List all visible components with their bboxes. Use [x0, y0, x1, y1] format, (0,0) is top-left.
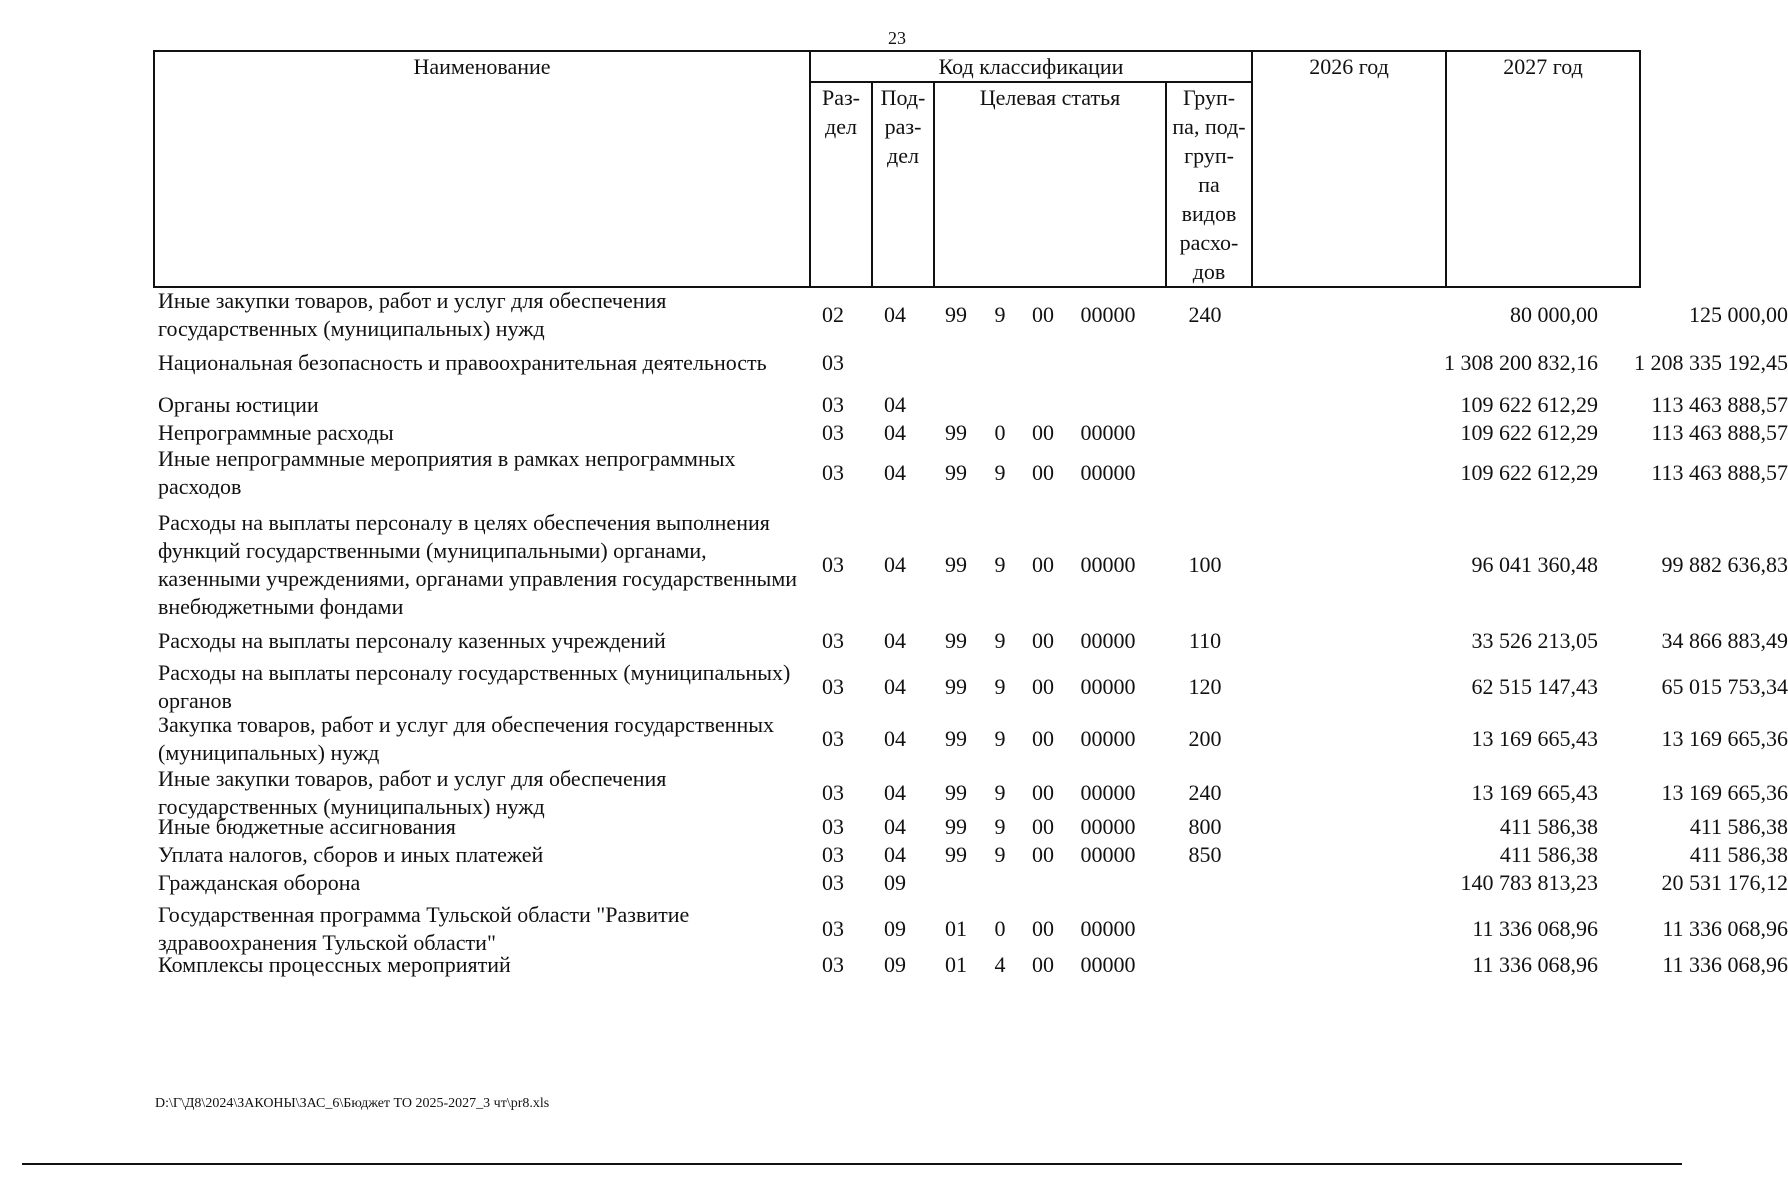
row-group: 110	[1188, 628, 1222, 653]
row-razdel: 03	[822, 420, 844, 445]
row-ts4: 00000	[1080, 726, 1136, 751]
table-row	[153, 813, 1788, 841]
row-ts1: 99	[945, 628, 967, 653]
row-name: Непрограммные расходы	[158, 420, 394, 445]
table-row	[153, 445, 1788, 501]
row-razdel: 03	[822, 726, 844, 751]
table-row	[153, 901, 1788, 957]
row-y2027: 13 169 665,36	[1661, 726, 1788, 751]
table-header	[153, 50, 1641, 288]
row-ts1: 99	[945, 302, 967, 327]
row-ts4: 00000	[1080, 460, 1136, 485]
row-ts2: 9	[994, 552, 1006, 577]
row-razdel: 03	[822, 350, 844, 375]
row-ts4: 00000	[1080, 302, 1136, 327]
row-ts2: 9	[994, 628, 1006, 653]
row-name: Национальная безопасность и правоохранительная деятельность	[158, 350, 767, 375]
row-ts1: 99	[945, 842, 967, 867]
table-row	[153, 419, 1788, 447]
row-name: Иные закупки товаров, работ и услуг для обеспечения государственных (муниципальных) нужд	[158, 766, 667, 819]
row-podrazdel: 04	[884, 780, 906, 805]
row-y2027: 125 000,00	[1689, 302, 1788, 327]
row-ts2: 9	[994, 302, 1006, 327]
row-podrazdel: 04	[884, 392, 906, 417]
row-razdel: 03	[822, 916, 844, 941]
header-podrazdel: Под- раз- дел	[872, 82, 934, 287]
row-ts2: 9	[994, 460, 1006, 485]
row-name: Органы юстиции	[158, 392, 319, 417]
row-ts3: 00	[1032, 916, 1054, 941]
row-razdel: 03	[822, 628, 844, 653]
row-y2026: 11 336 068,96	[1472, 952, 1598, 977]
table-row	[153, 951, 1788, 979]
row-ts2: 9	[994, 726, 1006, 751]
row-ts3: 00	[1032, 460, 1054, 485]
row-name: Иные бюджетные ассигнования	[158, 814, 456, 839]
row-y2027: 113 463 888,57	[1651, 460, 1788, 485]
row-group: 200	[1188, 726, 1222, 751]
row-y2026: 109 622 612,29	[1460, 392, 1598, 417]
row-razdel: 03	[822, 952, 844, 977]
row-y2026: 1 308 200 832,16	[1444, 350, 1598, 375]
row-podrazdel: 04	[884, 302, 906, 327]
row-ts3: 00	[1032, 842, 1054, 867]
row-y2026: 96 041 360,48	[1471, 552, 1598, 577]
row-y2026: 13 169 665,43	[1471, 780, 1598, 805]
row-ts1: 01	[945, 916, 967, 941]
row-y2027: 11 336 068,96	[1662, 952, 1788, 977]
row-y2027: 11 336 068,96	[1662, 916, 1788, 941]
row-ts3: 00	[1032, 628, 1054, 653]
row-ts3: 00	[1032, 814, 1054, 839]
row-podrazdel: 04	[884, 674, 906, 699]
row-y2027: 65 015 753,34	[1661, 674, 1788, 699]
page-number: 23	[888, 28, 906, 48]
row-razdel: 02	[822, 302, 844, 327]
row-name: Комплексы процессных мероприятий	[158, 952, 511, 977]
row-ts4: 00000	[1080, 842, 1136, 867]
row-group: 850	[1188, 842, 1222, 867]
table-row	[153, 391, 1788, 419]
row-y2027: 1 208 335 192,45	[1634, 350, 1788, 375]
row-name: Иные закупки товаров, работ и услуг для обеспечения государственных (муниципальных) нужд	[158, 288, 667, 341]
table-row	[153, 711, 1788, 767]
row-podrazdel: 09	[884, 952, 906, 977]
row-ts3: 00	[1032, 674, 1054, 699]
row-ts1: 99	[945, 420, 967, 445]
row-y2027: 411 586,38	[1689, 814, 1788, 839]
row-razdel: 03	[822, 780, 844, 805]
row-name: Гражданская оборона	[158, 870, 361, 895]
row-y2027: 411 586,38	[1689, 842, 1788, 867]
row-ts1: 01	[945, 952, 967, 977]
row-y2027: 13 169 665,36	[1661, 780, 1788, 805]
header-2027: 2027 год	[1446, 51, 1640, 287]
row-podrazdel: 04	[884, 420, 906, 445]
row-ts3: 00	[1032, 420, 1054, 445]
table-row	[153, 659, 1788, 715]
row-ts3: 00	[1032, 952, 1054, 977]
row-ts4: 00000	[1080, 916, 1136, 941]
row-ts2: 0	[994, 420, 1006, 445]
row-ts4: 00000	[1080, 552, 1136, 577]
row-podrazdel: 04	[884, 726, 906, 751]
row-ts2: 9	[994, 780, 1006, 805]
header-group: Груп- па, под- груп- па видов расхо- дов	[1166, 82, 1252, 287]
row-razdel: 03	[822, 674, 844, 699]
row-name: Расходы на выплаты персоналу государственных (муниципальных) органов	[158, 660, 791, 713]
row-ts2: 4	[994, 952, 1006, 977]
row-y2026: 109 622 612,29	[1460, 460, 1598, 485]
row-ts4: 00000	[1080, 780, 1136, 805]
row-ts2: 9	[994, 674, 1006, 699]
row-group: 100	[1188, 552, 1222, 577]
row-ts3: 00	[1032, 780, 1054, 805]
row-razdel: 03	[822, 460, 844, 485]
row-ts1: 99	[945, 814, 967, 839]
row-podrazdel: 04	[884, 552, 906, 577]
row-podrazdel: 04	[884, 842, 906, 867]
row-name: Уплата налогов, сборов и иных платежей	[158, 842, 544, 867]
row-name: Иные непрограммные мероприятия в рамках непрограммных расходов	[158, 446, 736, 499]
row-name: Государственная программа Тульской области "Развитие здравоохранения Тульской области"	[158, 902, 690, 955]
row-ts3: 00	[1032, 726, 1054, 751]
row-y2026: 33 526 213,05	[1471, 628, 1598, 653]
row-group: 800	[1188, 814, 1222, 839]
row-y2026: 80 000,00	[1510, 302, 1598, 327]
row-razdel: 03	[822, 870, 844, 895]
row-ts1: 99	[945, 780, 967, 805]
row-y2027: 34 866 883,49	[1661, 628, 1788, 653]
header-target: Целевая статья	[934, 82, 1166, 287]
row-ts1: 99	[945, 552, 967, 577]
row-ts1: 99	[945, 726, 967, 751]
header-name: Наименование	[154, 51, 810, 287]
header-2026: 2026 год	[1252, 51, 1446, 287]
table-row	[153, 287, 1788, 343]
table-row	[153, 869, 1788, 897]
row-name: Закупка товаров, работ и услуг для обеспечения государственных (муниципальных) нужд	[158, 712, 775, 765]
row-y2026: 62 515 147,43	[1471, 674, 1598, 699]
row-razdel: 03	[822, 814, 844, 839]
row-group: 120	[1188, 674, 1222, 699]
row-podrazdel: 04	[884, 628, 906, 653]
row-razdel: 03	[822, 552, 844, 577]
row-ts4: 00000	[1080, 952, 1136, 977]
row-ts2: 0	[994, 916, 1006, 941]
divider	[22, 1163, 1682, 1165]
row-y2026: 411 586,38	[1499, 814, 1598, 839]
row-ts1: 99	[945, 674, 967, 699]
file-path: D:\Г\Д8\2024\ЗАКОНЫ\ЗАС_6\Бюджет ТО 2025-2027_3 чт\pr8.xls	[155, 1096, 550, 1111]
row-group: 240	[1188, 302, 1222, 327]
header-razdel: Раз- дел	[810, 82, 872, 287]
row-y2027: 20 531 176,12	[1661, 870, 1788, 895]
header-code: Код классификации	[810, 51, 1252, 82]
table-row	[153, 349, 1788, 377]
row-y2026: 11 336 068,96	[1472, 916, 1598, 941]
row-ts2: 9	[994, 814, 1006, 839]
table-row	[153, 509, 1788, 621]
row-ts1: 99	[945, 460, 967, 485]
row-ts4: 00000	[1080, 814, 1136, 839]
row-group: 240	[1188, 780, 1222, 805]
row-podrazdel: 04	[884, 460, 906, 485]
row-ts4: 00000	[1080, 628, 1136, 653]
row-podrazdel: 04	[884, 814, 906, 839]
table-row	[153, 841, 1788, 869]
row-ts4: 00000	[1080, 674, 1136, 699]
row-podrazdel: 09	[884, 870, 906, 895]
row-y2026: 140 783 813,23	[1460, 870, 1598, 895]
row-y2027: 99 882 636,83	[1661, 552, 1788, 577]
row-y2026: 109 622 612,29	[1460, 420, 1598, 445]
row-ts4: 00000	[1080, 420, 1136, 445]
row-y2026: 13 169 665,43	[1471, 726, 1598, 751]
row-razdel: 03	[822, 392, 844, 417]
row-ts3: 00	[1032, 552, 1054, 577]
row-y2027: 113 463 888,57	[1651, 392, 1788, 417]
row-name: Расходы на выплаты персоналу казенных учреждений	[158, 628, 666, 653]
row-ts2: 9	[994, 842, 1006, 867]
row-razdel: 03	[822, 842, 844, 867]
row-y2026: 411 586,38	[1499, 842, 1598, 867]
table-row	[153, 627, 1788, 655]
row-name: Расходы на выплаты персоналу в целях обеспечения выполнения функций государственными (муниципальными) органами, казенными учреждениями, органами управления государственными внебюджетными фондами	[158, 510, 798, 619]
row-ts3: 00	[1032, 302, 1054, 327]
row-y2027: 113 463 888,57	[1651, 420, 1788, 445]
row-podrazdel: 09	[884, 916, 906, 941]
